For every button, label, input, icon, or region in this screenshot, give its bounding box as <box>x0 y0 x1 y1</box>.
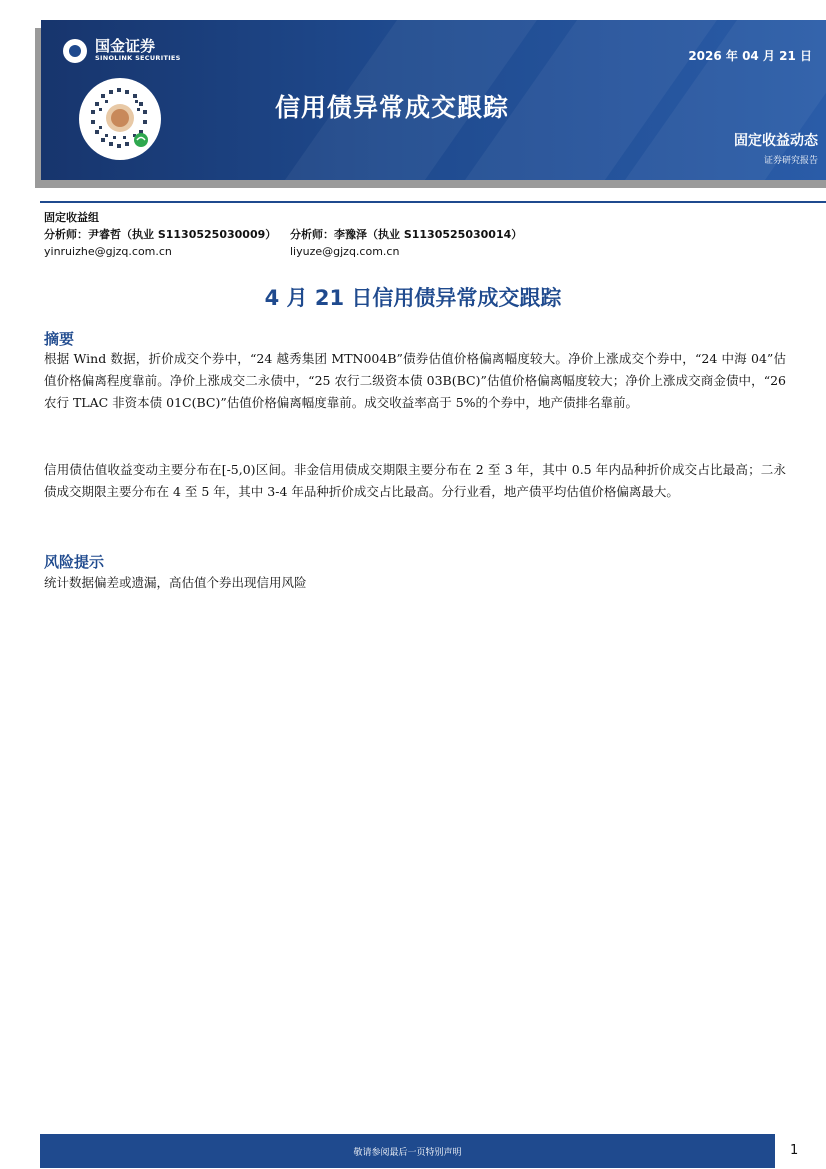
logo-text-cn: 国金证券 <box>95 37 156 55</box>
footer-disclaimer: 敬请参阅最后一页特别声明 <box>353 1148 462 1158</box>
risk-text: 统计数据偏差或遗漏，高估值个券出现信用风险 <box>44 575 307 590</box>
research-group: 固定收益组 <box>44 211 99 224</box>
analyst-1-email[interactable]: yinruizhe@gjzq.com.cn <box>44 245 172 258</box>
page-number: 1 <box>790 1143 799 1158</box>
qr-code-icon <box>79 78 161 160</box>
summary-paragraph-2: 信用债估值收益变动主要分布在[-5,0)区间。非金信用债成交期限主要分布在 2 至 3 年，其中 0.5 年内品种折价成交占比最高；二永债成交期限主要分布在 4 至 5 年，其中 3-4 年品种折价成交占比最高。分行业看，地产债平均估值价格偏离最大。 <box>44 462 786 499</box>
risk-heading: 风险提示 <box>44 553 105 571</box>
analyst-2: 分析师：李豫泽（执业 S1130525030014） <box>290 228 523 241</box>
report-header <box>41 20 826 180</box>
report-type: 证券研究报告 <box>763 156 818 166</box>
analyst-1: 分析师：尹睿哲（执业 S1130525030009） <box>44 228 277 241</box>
analyst-2-email[interactable]: liyuze@gjzq.com.cn <box>290 245 400 258</box>
report-category: 固定收益动态 <box>734 133 818 149</box>
summary-heading: 摘要 <box>44 330 75 348</box>
summary-paragraph-1: 根据 Wind 数据，折价成交个券中，“24 越秀集团 MTN004B”债券估值价格偏离幅度较大。净价上涨成交个券中，“24 中海 04”估值价格偏离程度靠前。净价上涨成交二永债中，“25 农行二级资本债 03B(BC)”估值价格偏离幅度较大；净价上涨成交商金债中，“26 农行 TLAC 非资本债 01C(BC)”估值价格偏离幅度靠前。成交收益率高于 5%的个券中，地产债排名靠前。 <box>44 351 786 410</box>
company-logo <box>63 38 181 63</box>
header-title: 信用债异常成交跟踪 <box>275 93 510 122</box>
footer-bar <box>40 1134 775 1168</box>
divider <box>40 201 826 203</box>
report-date: 2026 年 04 月 21 日 <box>688 49 812 63</box>
document-title: 4 月 21 日信用债异常成交跟踪 <box>264 286 562 310</box>
logo-icon <box>63 39 87 63</box>
logo-text-en: SINOLINK SECURITIES <box>95 54 181 62</box>
